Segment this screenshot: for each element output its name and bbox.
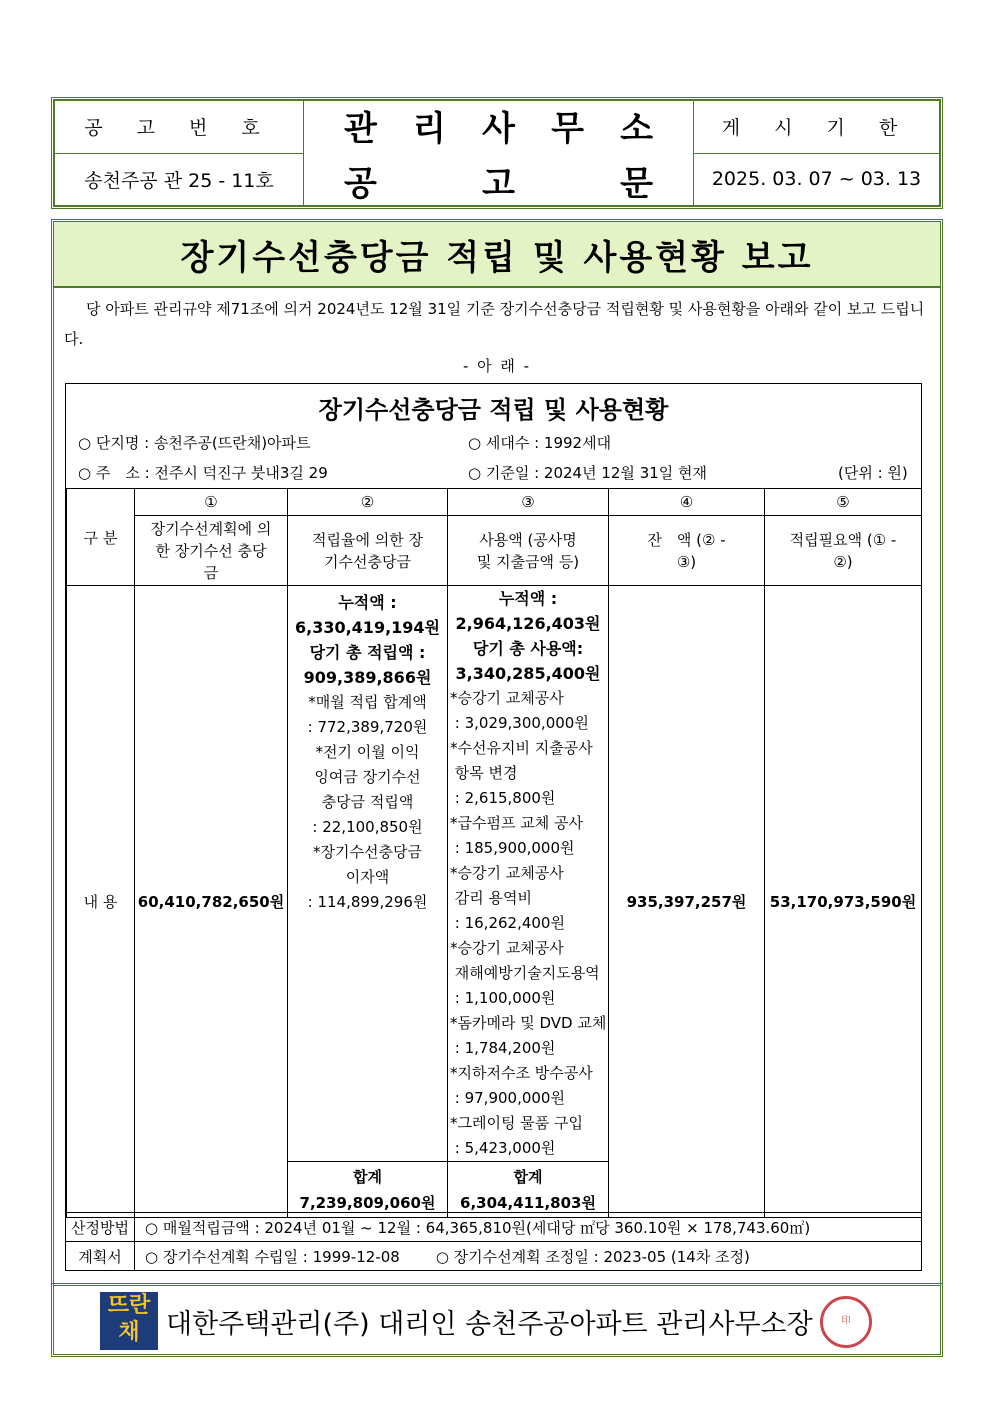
- accrued-detail-line: : 22,100,850원: [312, 818, 423, 836]
- below-marker: - 아 래 -: [462, 357, 532, 375]
- plan-adjusted: ○ 장기수선계획 조정일 : 2023-05 (14차 조정): [435, 1247, 750, 1266]
- complex-name: ○ 단지명 : 송천주공(뜨란채)아파트: [78, 434, 311, 452]
- posting-period-label: 게 시 기 한: [694, 101, 940, 154]
- balance-amount: 935,397,257원: [609, 586, 765, 1218]
- used-detail-line: *승강기 교체공사: [450, 939, 564, 957]
- plan-row: [65, 1241, 922, 1271]
- used-detail-line: : 97,900,000원: [450, 1089, 565, 1107]
- used-detail-line: : 1,100,000원: [450, 989, 556, 1007]
- accrued-detail-line: *전기 이월 이익: [315, 743, 420, 761]
- accrued-detail-line: *장기수선충당금: [313, 843, 422, 861]
- accrued-summary-line: 누적액 :: [338, 593, 397, 612]
- accrued-detail-line: 잉여금 장기수선: [314, 768, 421, 786]
- required-amount: 53,170,973,590원: [765, 586, 922, 1218]
- address: ○ 주 소 : 전주시 덕진구 붓내3길 29: [78, 464, 328, 482]
- used-detail-line: *돔카메라 및 DVD 교체: [450, 1014, 607, 1032]
- accrued-detail-line: : 772,389,720원: [307, 718, 428, 736]
- signature-footer: [51, 1283, 943, 1357]
- category-header: 구 분: [67, 489, 135, 586]
- base-date: ○ 기준일 : 2024년 12월 31일 현재: [468, 464, 708, 482]
- used-detail-line: *수선유지비 지출공사: [450, 739, 593, 757]
- title-char: 리: [413, 109, 446, 149]
- title-char: 무: [551, 109, 584, 149]
- notice-number-label: 공 고 번 호: [55, 101, 304, 154]
- accrued-sum: [288, 1162, 448, 1218]
- plan-established: ○ 장기수선계획 수립일 : 1999-12-08: [145, 1247, 400, 1266]
- accrued-sum-value: 7,239,809,060원: [299, 1193, 436, 1212]
- notice-header: [51, 97, 943, 209]
- accrued-detail-line: 충당금 적립액: [321, 793, 414, 811]
- col-header-balance: 잔 액 (② - ③): [609, 516, 765, 586]
- accrued-summary-line: 909,389,866원: [303, 668, 432, 687]
- manager-signature: 대한주택관리(주) 대리인 송천주공아파트 관리사무소장: [166, 1309, 813, 1340]
- used-detail: [448, 586, 609, 1162]
- used-sum-value: 6,304,411,803원: [460, 1193, 596, 1212]
- accrued-detail-line: 이자액: [345, 868, 390, 886]
- intro-paragraph: 당 아파트 관리규약 제71조에 의거 2024년도 12월 31일 기준 장기수선충당금 적립현황 및 사용현황을 아래와 같이 보고 드립니다.: [64, 300, 925, 348]
- calc-method-row: [65, 1212, 922, 1242]
- title-char: 공: [344, 164, 377, 204]
- office-notice-title: [304, 101, 694, 206]
- title-char: 고: [482, 164, 515, 204]
- accrued-summary-line: 당기 총 적립액 :: [309, 643, 426, 662]
- col-header-used: 사용액 (공사명 및 지출금액 등): [448, 516, 609, 586]
- document-title: 장기수선충당금 적립 및 사용현황 보고: [54, 222, 940, 288]
- col-header-plan: 장기수선계획에 의한 장기수선 충당금: [135, 516, 288, 586]
- plan-amount: 60,410,782,650원: [135, 586, 288, 1218]
- accrued-detail-line: *매월 적립 합계액: [308, 693, 427, 711]
- col-num-1: ①: [135, 489, 288, 516]
- used-detail-line: *급수펌프 교체 공사: [450, 814, 583, 832]
- used-summary-line: 당기 총 사용액:: [472, 639, 584, 658]
- used-summary-line: 누적액 :: [498, 589, 558, 608]
- content-label: 내 용: [67, 586, 135, 1218]
- official-seal-icon: 印: [820, 1296, 872, 1348]
- used-detail-line: 감리 용역비: [450, 889, 532, 907]
- plan-label: 계획서: [66, 1242, 135, 1270]
- title-char: 소: [620, 109, 653, 149]
- data-grid: [66, 488, 922, 1218]
- report-body: [51, 219, 943, 1357]
- used-detail-line: : 1,784,200원: [450, 1039, 556, 1057]
- used-sum: [448, 1162, 609, 1218]
- used-detail-line: : 16,262,400원: [450, 914, 565, 932]
- col-header-accrued: 적립율에 의한 장기수선충당금: [288, 516, 448, 586]
- accrued-detail-line: : 114,899,296원: [307, 893, 428, 911]
- unit-note: (단위 : 원): [838, 464, 908, 482]
- col-num-3: ③: [448, 489, 609, 516]
- calc-method-value: ○ 매월적립금액 : 2024년 01월 ~ 12월 : 64,365,810원(세대당 ㎡당 360.10원 × 178,743.60㎡): [145, 1218, 811, 1237]
- posting-period: 2025. 03. 07 ~ 03. 13: [694, 153, 940, 206]
- used-detail-line: *승강기 교체공사: [450, 864, 564, 882]
- used-detail-line: : 185,900,000원: [450, 839, 575, 857]
- ttranchae-logo: 뜨란 채: [100, 1292, 158, 1350]
- used-detail-line: *그레이팅 물품 구입: [450, 1114, 583, 1132]
- used-detail-line: *지하저수조 방수공사: [450, 1064, 593, 1082]
- used-sum-label: 합계: [513, 1167, 543, 1186]
- accrued-detail: [288, 586, 448, 1162]
- title-char: 문: [620, 164, 653, 204]
- accrued-sum-label: 합계: [353, 1167, 382, 1186]
- table-title: 장기수선충당금 적립 및 사용현황: [318, 396, 669, 424]
- col-header-required: 적립필요액 (① - ②): [765, 516, 922, 586]
- used-detail-line: *승강기 교체공사: [450, 689, 564, 707]
- title-char: 관: [344, 109, 377, 149]
- col-num-2: ②: [288, 489, 448, 516]
- col-num-4: ④: [609, 489, 765, 516]
- used-detail-line: : 3,029,300,000원: [450, 714, 589, 732]
- col-num-5: ⑤: [765, 489, 922, 516]
- used-detail-line: 재해예방기술지도용역: [450, 964, 600, 982]
- used-detail-line: : 2,615,800원: [450, 789, 556, 807]
- calc-method-label: 산정방법: [66, 1213, 135, 1241]
- status-table: [65, 383, 922, 1213]
- used-detail-line: : 5,423,000원: [450, 1139, 556, 1157]
- used-detail-line: 항목 변경: [450, 764, 518, 782]
- accrued-summary-line: 6,330,419,194원: [294, 618, 441, 637]
- used-summary-line: 2,964,126,403원: [455, 614, 601, 633]
- title-char: 사: [482, 109, 515, 149]
- household-count: ○ 세대수 : 1992세대: [468, 434, 612, 452]
- used-summary-line: 3,340,285,400원: [455, 664, 601, 683]
- notice-number: 송천주공 관 25 - 11호: [55, 153, 304, 206]
